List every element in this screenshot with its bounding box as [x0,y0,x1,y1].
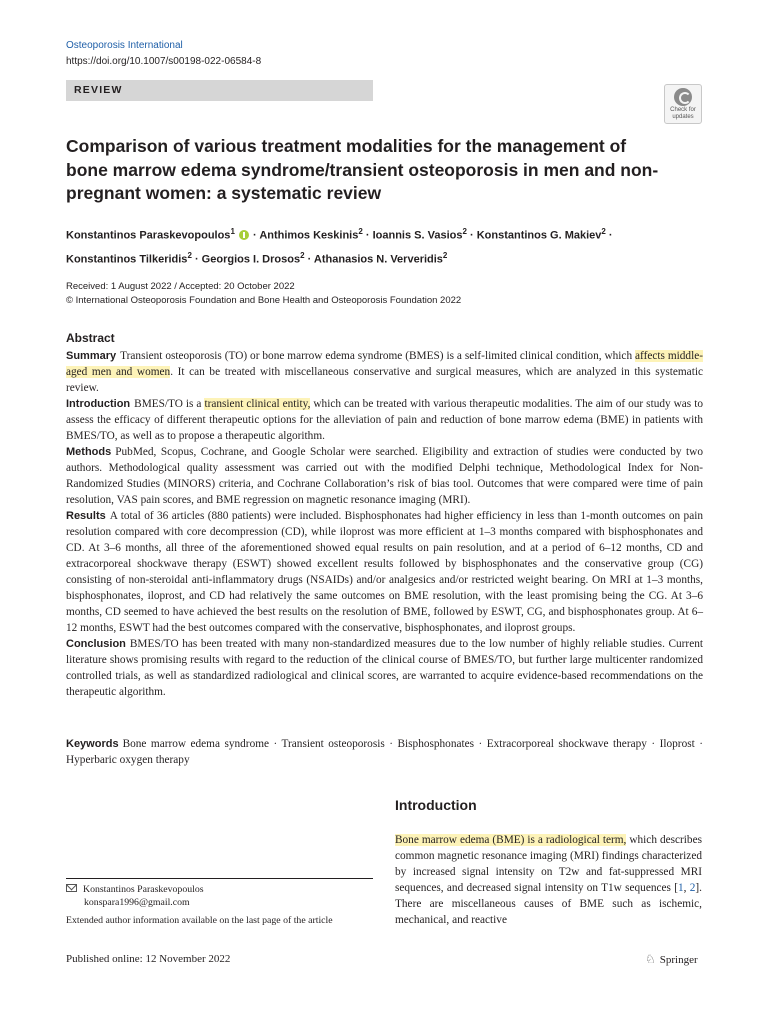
publisher-name: Springer [659,954,698,966]
conclusion-label: Conclusion [66,638,126,650]
citation-link[interactable]: 1 [677,882,684,894]
introduction-label: Introduction [66,398,131,410]
author-name[interactable]: Georgios I. Drosos [201,253,301,266]
published-date: Published online: 12 November 2022 [66,953,231,965]
abstract [66,330,703,700]
author-name[interactable]: Ioannis S. Vasios [372,229,463,242]
orcid-icon[interactable] [239,230,249,240]
keywords-list: Bone marrow edema syndrome · Transient osteoporosis · Bisphosphonates · Extracorporeal shockwave therapy · Iloprost · Hyperbaric oxygen therapy [66,738,703,766]
citation-link[interactable]: 2 [689,882,696,894]
abstract-introduction: Introduction BMES/TO is a transient clinical entity, which can be treated with various therapeutic modalities. The aim of our study was to assess the efficacy of different therapeutic options for the alleviation of pain and reduction of bone marrow edema (BME) in patients with BMES/TO, as well as to propose a therapeutic algorithm. [66,398,703,442]
article-dates [66,280,461,308]
journal-name[interactable]: Osteoporosis International [66,40,183,51]
highlight: Bone marrow edema (BME) is a radiological term, [395,834,627,846]
author-affiliation: 2 [187,250,192,260]
author-name[interactable]: Konstantinos G. Makiev [476,229,602,242]
summary-label: Summary [66,350,117,362]
abstract-methods: Methods PubMed, Scopus, Cochrane, and Google Scholar were searched. Eligibility and extraction of studies were conducted by two authors. Methodological quality assessment was carried out with the modified Delphi technique, Methodological Index for Non-Randomized Studies (MINORS) criteria, and Cochrane Collaboration’s risk of bias tool. Outcomes that were compared were time of pain resolution, VAS pain scores, and BME regression on magnetic resonance imaging (MRI). [66,446,703,506]
copyright-line: © International Osteoporosis Foundation and Bone Health and Osteoporosis Foundation 2022 [66,295,462,306]
results-label: Results [66,510,106,522]
corresponding-author-footnote [66,883,376,927]
highlight: transient clinical entity, [204,398,311,410]
author-name[interactable]: Konstantinos Tilkeridis [66,253,188,266]
abstract-summary: Summary Transient osteoporosis (TO) or bone marrow edema syndrome (BMES) is a self-limited clinical condition, which affects middle-aged men and women. It can be treated with miscellaneous conservative and surgical measures, which are analyzed in this systematic review. [66,350,703,394]
author-name[interactable]: Anthimos Keskinis [259,229,359,242]
highlight: affects middle-aged men and women [66,350,703,378]
footnote-divider [66,878,373,879]
abstract-heading: Abstract [66,331,115,345]
publisher-logo [645,952,698,967]
author-affiliation: 2 [300,250,305,260]
author-name[interactable]: Athanasios N. Ververidis [313,253,443,266]
author-name[interactable]: Konstantinos Paraskevopoulos [66,229,231,242]
author-affiliation: 2 [601,227,606,236]
corresponding-author-name: Konstantinos Paraskevopoulos [83,884,204,895]
keywords [66,736,703,768]
article-title: Comparison of various treatment modalities for the management of bone marrow edema syndrome/transient osteoporosis in men and non-pregnant women: a systematic review [66,136,659,203]
crossmark-line2: updates [672,114,694,120]
crossmark-icon [674,88,692,106]
article-type-band [66,80,373,101]
author-affiliation: 2 [358,227,363,236]
check-for-updates-badge[interactable] [664,84,702,124]
envelope-icon [66,884,77,892]
author-affiliation: 2 [462,227,467,236]
methods-label: Methods [66,446,112,458]
author-affiliation: 1 [230,227,235,236]
springer-horse-icon: ♘ [645,952,656,966]
extended-author-info: Extended author information available on the last page of the article [66,915,333,926]
keywords-label: Keywords [66,738,119,750]
corresponding-author-email[interactable]: konspara1996@gmail.com [84,897,190,908]
crossmark-line1: Check for [670,107,696,113]
article-type-label: REVIEW [74,84,123,96]
abstract-results: Results A total of 36 articles (880 patients) were included. Bisphosphonates had higher efficiency in less than 1-month outcomes on pain resolution compared with core decompression (CD), while iloprost was more efficient at 1–3 months compared with bisphosphonates and CD. At 3–6 months, all three of the aforementioned showed equal results on pain resolution, and at a period of 6–12 months, CD and extracorporeal shockwave therapy (ESWT) showed excellent results followed by bisphosphonates and the conservative group (CG) consisting of non-steroidal anti-inflammatory drugs (NSAIDs) and/or analgesics and/or restricted weight bearing. On MRI at 1–3 months, bisphosphonates, iloprost, and CD had relatively the same outcomes on BME resolution, with the least promising being the CG. At 3–6 months, CD seemed to have achieved the best results on the resolution of BME, followed by ESWT, CG, and bisphosphonates group. At 6–12 months, ESWT had the best outcomes compared with the conservative, bisphosphonates, and iloprost groups. [66,510,703,634]
received-accepted: Received: 1 August 2022 / Accepted: 20 October 2022 [66,281,295,292]
author-affiliation: 2 [442,250,448,260]
author-list: Konstantinos Paraskevopoulos$^1$ · Anthimos Keskinis$^2$ · Ioannis S. Vasios$^2$ · Konstantinos G. Makiev$^2$ · Konstantinos Tilkeridis$^2$ · Georgios I. Drosos$^2$ · Athanasios N. Ververidis$^2$ [66,227,613,266]
doi-link[interactable]: https://doi.org/10.1007/s00198-022-06584-8 [66,56,262,67]
introduction-heading: Introduction [395,797,477,813]
abstract-conclusion: Conclusion BMES/TO has been treated with many non-standardized measures due to the low number of highly reliable studies. Current literature shows promising results with regard to the reduction of the clinical course of BMES/TO, but further large multicenter randomized controlled trials, as well as standardized radiological and clinical scores, are warranted to acquire evidence-based recommendations on the therapeutic algorithm. [66,638,703,698]
introduction-text: Bone marrow edema (BME) is a radiological term, which describes common magnetic resonance imaging (MRI) findings characterized by increased signal intensity on T2w and fat-suppressed MRI sequences, and decreased signal intensity on T1w sequences [1, 2]. There are miscellaneous causes of BME such as ischemic, mechanical, and reactive [395,834,702,926]
